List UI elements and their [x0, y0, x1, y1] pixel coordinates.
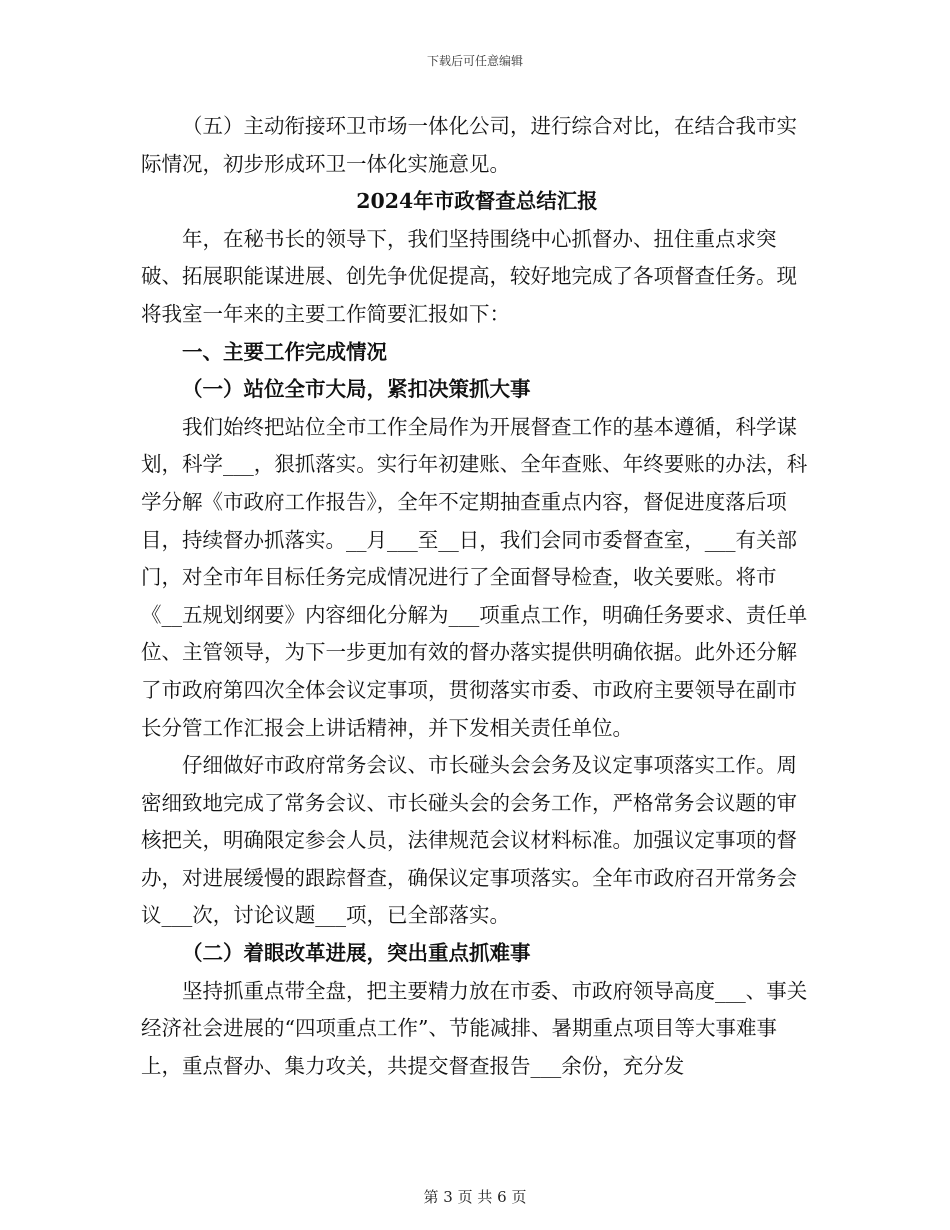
- paragraph-overall-planning: 我们始终把站位全市工作全局作为开展督查工作的基本遵循，科学谋划，科学___，狠抓落实。实行年初建账、全年查账、年终要账的办法，科学分解《市政府工作报告》，全年不定期抽查重点内容，督促进度落后项目，持续督办抓落实。__月___至__日，我们会同市委督查室，___有关部门，对全市年目标任务完成情况进行了全面督导检查，收关要账。将市《__五规划纲要》内容细化分解为___项重点工作，明确任务要求、责任单位、主管领导，为下一步更加有效的督办落实提供明确依据。此外还分解了市政府第四次全体会议定事项，贯彻落实市委、市政府主要领导在副市长分管工作汇报会上讲话精神，并下发相关责任单位。: [141, 414, 808, 740]
- section-heading: 一、主要工作完成情况: [182, 339, 387, 364]
- paragraph-opening: 年，在秘书长的领导下，我们坚持围绕中心抓督办、扭住重点求突破、拓展职能谋进展、创先争优促提高，较好地完成了各项督查任务。现将我室一年来的主要工作简要汇报如下：: [141, 226, 797, 326]
- paragraph-intro: （五）主动衔接环卫市场一体化公司，进行综合对比，在结合我市实际情况，初步形成环卫一体化实施意见。: [141, 114, 797, 176]
- page-footer: 第 3 页 共 6 页: [423, 1188, 527, 1206]
- document-title: 2024年市政督查总结汇报: [356, 189, 598, 214]
- subsection-heading-2: （二）着眼改革进展，突出重点抓难事: [182, 941, 531, 966]
- paragraph-meetings: 仔细做好市政府常务会议、市长碰头会会务及议定事项落实工作。周密细致地完成了常务会议、市长碰头会的会务工作，严格常务会议题的审核把关，明确限定参会人员，法律规范会议材料标准。加强议定事项的督办，对进展缓慢的跟踪督查，确保议定事项落实。全年市政府召开常务会议___次，讨论议题___项，已全部落实。: [141, 753, 797, 928]
- subsection-heading-1: （一）站位全市大局，紧扣决策抓大事: [182, 377, 531, 402]
- paragraph-key-tasks: 坚持抓重点带全盘，把主要精力放在市委、市政府领导高度___、事关经济社会进展的“四项重点工作”、节能减排、暑期重点项目等大事难事上，重点督办、集力攻关，共提交督查报告___余份，充分发: [141, 978, 808, 1078]
- document-body: [141, 108, 813, 1085]
- page-header: 下载后可任意编辑: [426, 54, 523, 68]
